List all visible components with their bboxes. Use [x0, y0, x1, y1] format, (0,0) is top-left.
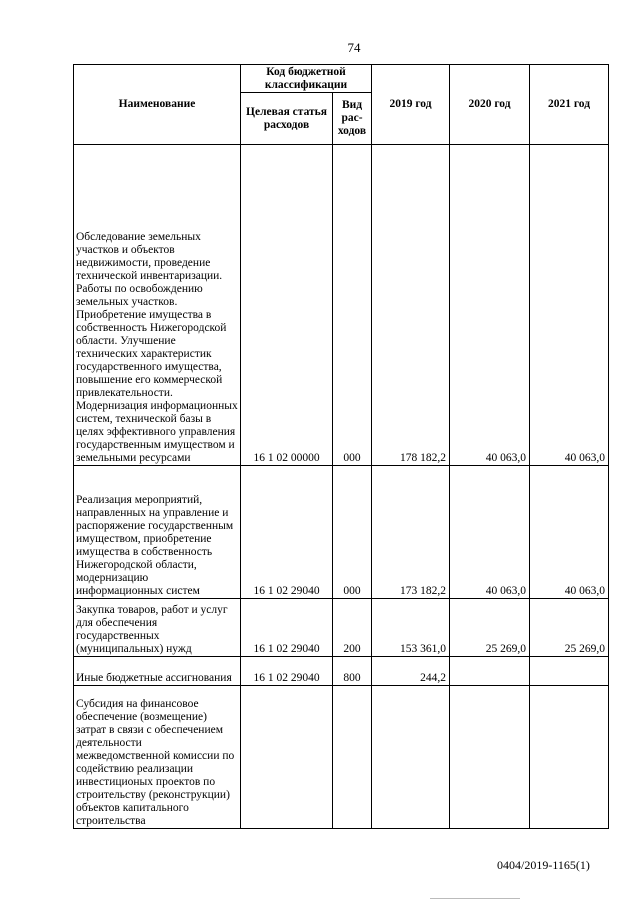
- header-budget-code: Код бюджетной классификации: [241, 65, 372, 93]
- row-code: 16 1 02 29040: [241, 599, 333, 657]
- table-row: [74, 466, 609, 599]
- row-code: [241, 686, 333, 829]
- row-code: 16 1 02 29040: [241, 657, 333, 686]
- header-expense-type: Вид рас-ходов: [333, 93, 372, 145]
- row-2019: 244,2: [372, 657, 450, 686]
- table-row: [74, 599, 609, 657]
- row-2021: 25 269,0: [530, 599, 609, 657]
- row-kind: 000: [333, 466, 372, 599]
- header-2019: 2019 год: [372, 65, 450, 145]
- row-kind: 000: [333, 145, 372, 466]
- row-2021: 40 063,0: [530, 466, 609, 599]
- table-row: [74, 657, 609, 686]
- row-2019: 173 182,2: [372, 466, 450, 599]
- document-code: 0404/2019-1165(1): [497, 858, 590, 872]
- budget-table: [73, 64, 609, 829]
- row-2020: 40 063,0: [450, 466, 530, 599]
- header-2021: 2021 год: [530, 65, 609, 145]
- row-name: Закупка товаров, работ и услуг для обеспечения государственных (муниципальных) нужд: [74, 599, 241, 657]
- row-2020: 25 269,0: [450, 599, 530, 657]
- row-code: 16 1 02 00000: [241, 145, 333, 466]
- row-name: Обследование земельных участков и объектов недвижимости, проведение технической инвентаризации. Работы по освобождению земельных участков. Приобретение имущества в собственность Нижегородской области. Улучшение технических характеристик государственного имущества, повышение его коммерческой привлекательности. Модернизация информационных систем, технической базы в целях эффективного управления государственным имуществом и земельными ресурсами: [74, 145, 241, 466]
- row-2020: [450, 657, 530, 686]
- row-kind: 200: [333, 599, 372, 657]
- row-kind: 800: [333, 657, 372, 686]
- row-2020: 40 063,0: [450, 145, 530, 466]
- header-2020: 2020 год: [450, 65, 530, 145]
- page-number: 74: [347, 40, 361, 55]
- row-name: Реализация мероприятий, направленных на управление и распоряжение государственным имуществом, приобретение имущества в собственность Нижегородской области, модернизацию информационных систем: [74, 466, 241, 599]
- table-row: [74, 145, 609, 466]
- header-target-article: Целевая статья расходов: [241, 93, 333, 145]
- row-2019: 178 182,2: [372, 145, 450, 466]
- row-code: 16 1 02 29040: [241, 466, 333, 599]
- row-2019: [372, 686, 450, 829]
- scan-artifact-line: [430, 898, 520, 899]
- row-2021: [530, 686, 609, 829]
- row-2021: 40 063,0: [530, 145, 609, 466]
- table-row: [74, 686, 609, 829]
- row-2019: 153 361,0: [372, 599, 450, 657]
- row-2020: [450, 686, 530, 829]
- row-2021: [530, 657, 609, 686]
- row-name: Субсидия на финансовое обеспечение (возмещение) затрат в связи с обеспечением деятельности межведомственной комиссии по содействию реализации инвестиционых проектов по строительству (реконструкции) объектов капитального строительства: [74, 686, 241, 829]
- header-name: Наименование: [74, 65, 241, 145]
- row-kind: [333, 686, 372, 829]
- row-name: Иные бюджетные ассигнования: [74, 657, 241, 686]
